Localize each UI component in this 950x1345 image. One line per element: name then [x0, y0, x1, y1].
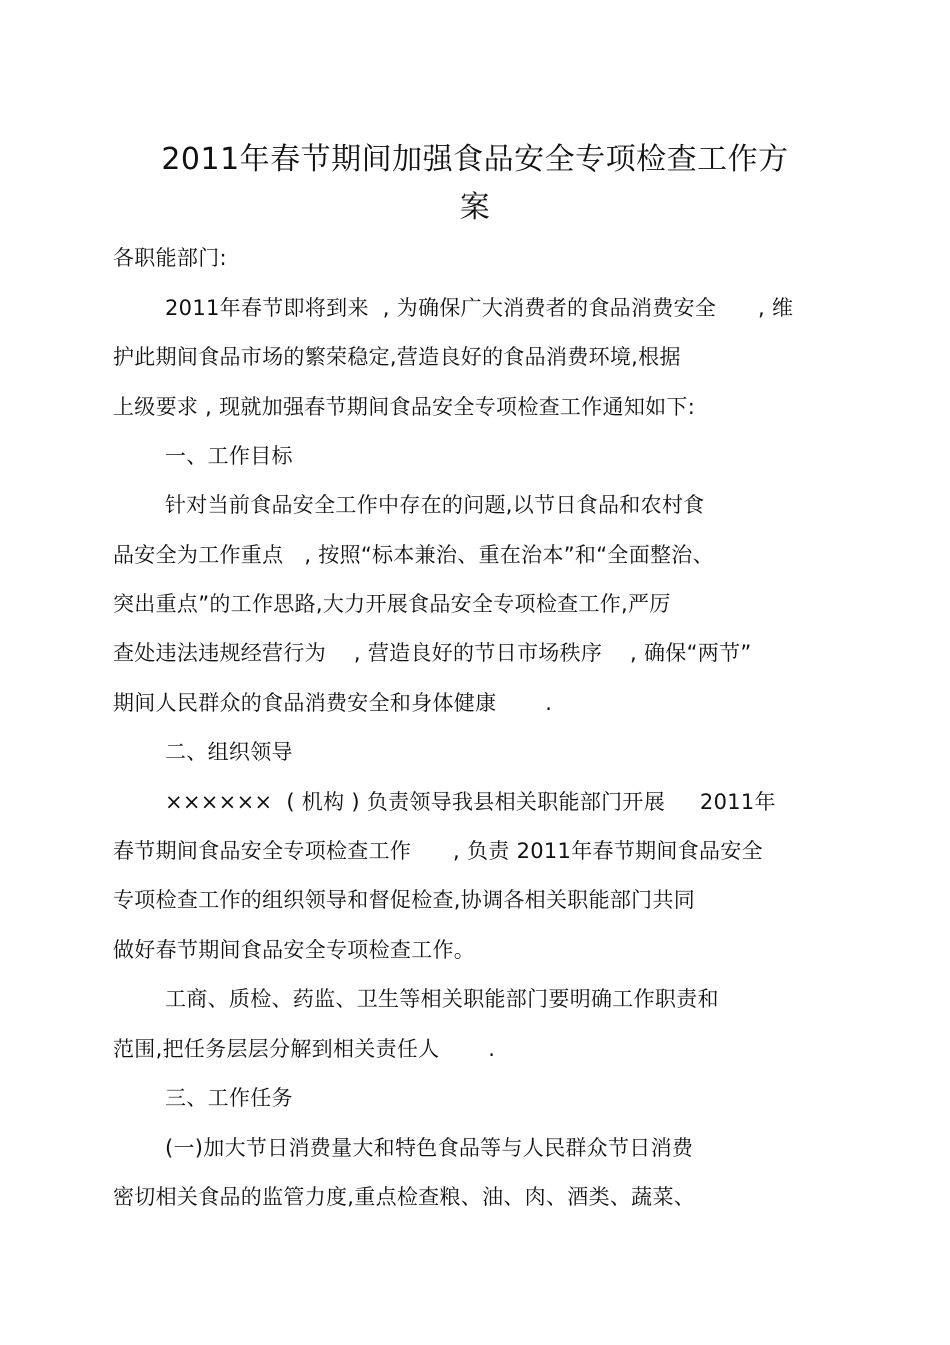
paragraph-line: 密切相关食品的监管力度,重点检查粮、油、肉、酒类、蔬菜、 — [113, 1185, 696, 1209]
paragraph-line: 查处违法违规经营行为 , 营造良好的节日市场秩序 , 确保“两节” — [113, 641, 752, 665]
paragraph-line: 突出重点”的工作思路,大力开展食品安全专项检查工作,严厉 — [113, 592, 671, 616]
paragraph-line: 专项检查工作的组织领导和督促检查,协调各相关职能部门共同 — [113, 888, 696, 912]
paragraph-line: 范围,把任务层层分解到相关责任人 . — [113, 1037, 496, 1061]
paragraph-line: ×××××× ( 机构 ) 负责领导我县相关职能部门开展 2011年 — [165, 790, 776, 814]
paragraph-line: (一)加大节日消费量大和特色食品等与人民群众节日消费 — [165, 1136, 694, 1160]
paragraph-line: 针对当前食品安全工作中存在的问题,以节日食品和农村食 — [165, 493, 705, 517]
paragraph-line: 做好春节期间食品安全专项检查工作。 — [113, 938, 476, 962]
salutation: 各职能部门: — [113, 246, 227, 270]
document-title-line-1: 2011年春节期间加强食品安全专项检查工作方 — [161, 142, 789, 177]
paragraph-line: 2011年春节即将到来 , 为确保广大消费者的食品消费安全 , 维 — [165, 296, 794, 320]
document-title-line-2: 案 — [459, 190, 491, 225]
paragraph-line: 工商、质检、药监、卫生等相关职能部门要明确工作职责和 — [165, 987, 719, 1011]
paragraph-line: 春节期间食品安全专项检查工作 , 负责 2011年春节期间食品安全 — [113, 839, 763, 863]
section-heading: 二、组织领导 — [165, 740, 293, 764]
section-heading: 三、工作任务 — [165, 1086, 293, 1110]
paragraph-line: 上级要求 , 现就加强春节期间食品安全专项检查工作通知如下: — [113, 395, 696, 419]
section-heading: 一、工作目标 — [165, 444, 293, 468]
paragraph-line: 期间人民群众的食品消费安全和身体健康 . — [113, 691, 553, 715]
paragraph-line: 护此期间食品市场的繁荣稳定,营造良好的食品消费环境,根据 — [113, 345, 681, 369]
paragraph-line: 品安全为工作重点 , 按照“标本兼治、重在治本”和“全面整治、 — [113, 543, 714, 567]
